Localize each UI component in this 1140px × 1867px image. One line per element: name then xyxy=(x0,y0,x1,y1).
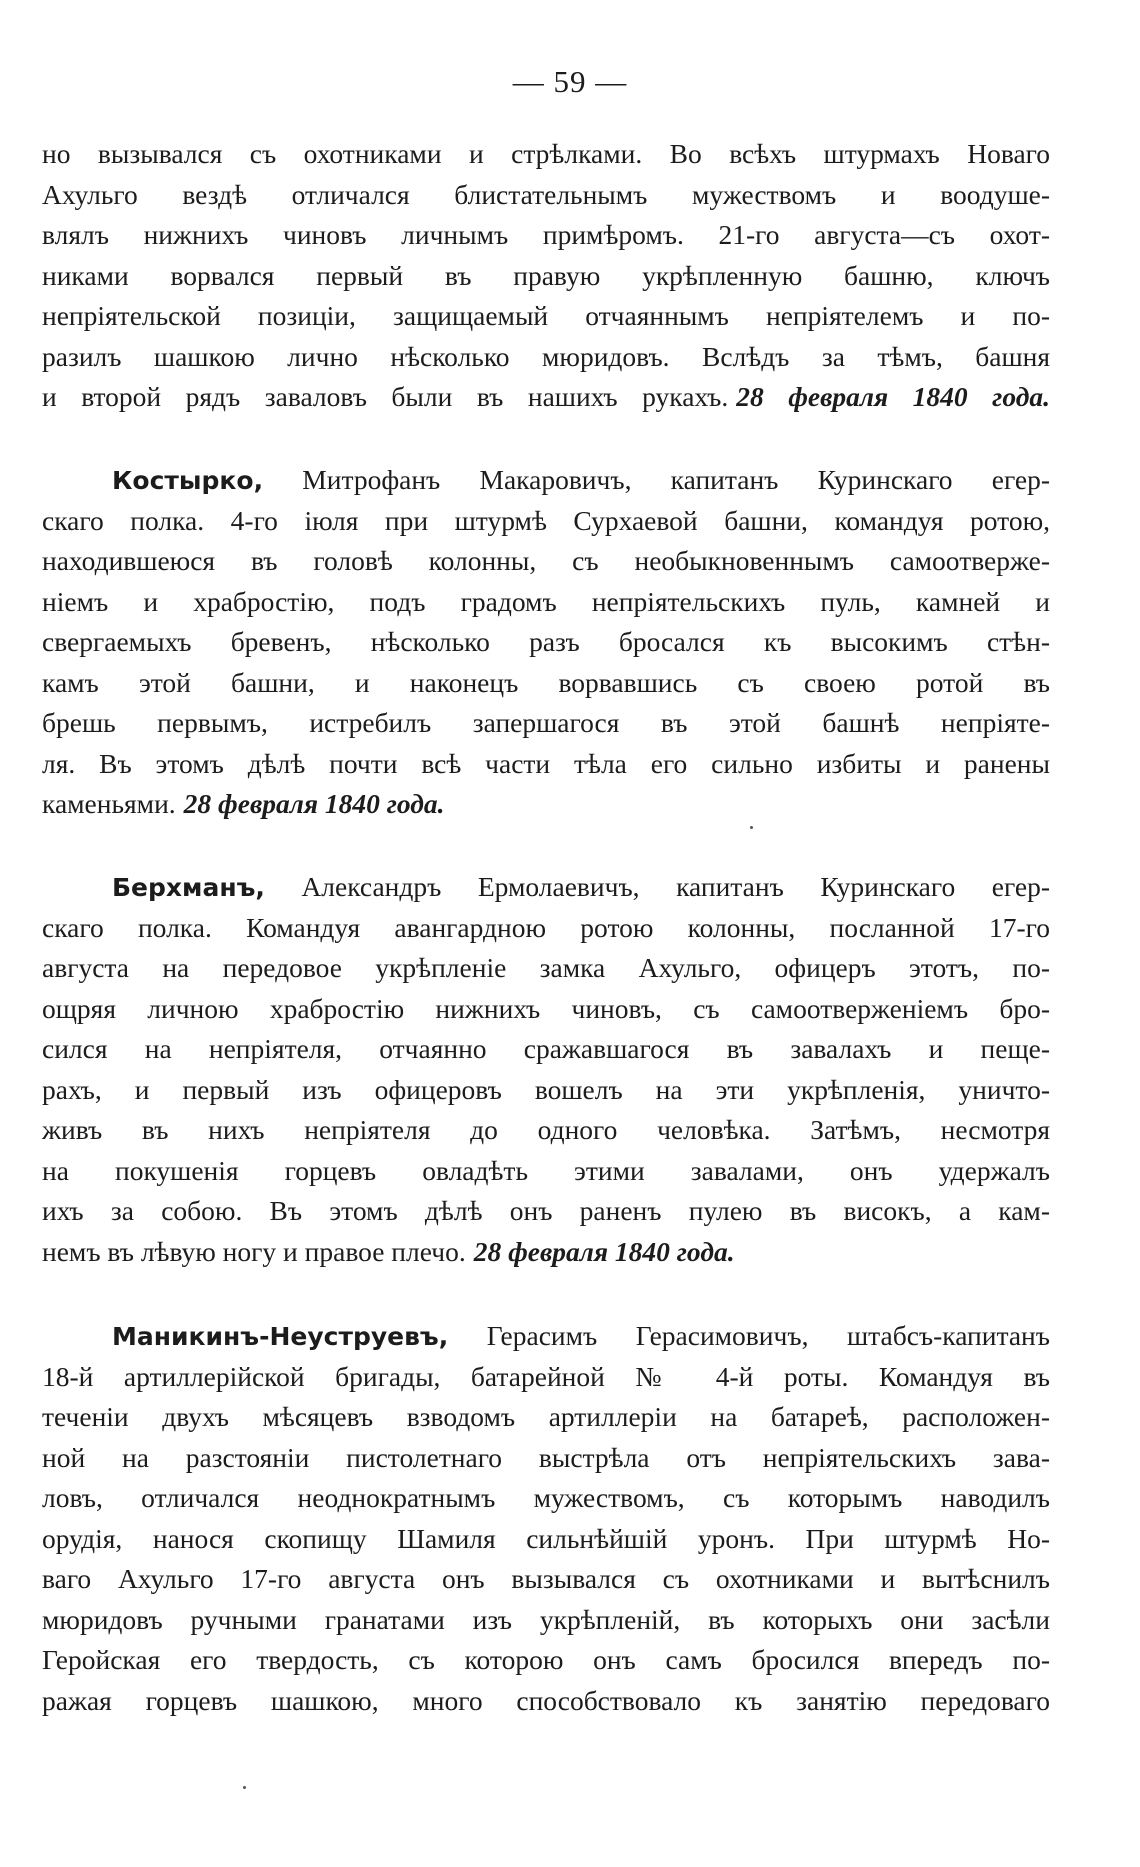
text-line: ражая горцевъ шашкою, много способствовало къ занятію передоваго xyxy=(42,1684,1050,1716)
text-fragment: Митрофанъ Макаровичъ, капитанъ Куринскаго егер- xyxy=(302,464,1051,495)
text-line: Ахульго вездѣ отличался блистательнымъ мужествомъ и воодуше- xyxy=(42,178,1050,210)
text-line-first xyxy=(42,867,1050,908)
text-line: непріятельской позиціи, защищаемый отчаяннымъ непріятелемъ и по- xyxy=(42,300,1050,331)
text-line: рахъ, и первый изъ офицеровъ вошелъ на эти укрѣпленія, уничто- xyxy=(42,1073,1050,1105)
text-line-first xyxy=(42,1316,1050,1357)
text-line-with-date xyxy=(42,784,1050,825)
text-line: скаго полка. 4-го іюля при штурмѣ Сурхаевой башни, командуя ротою, xyxy=(42,504,1050,536)
text-line: теченіи двухъ мѣсяцевъ взводомъ артиллеріи на батареѣ, расположен- xyxy=(42,1401,1050,1432)
text-line: ловъ, отличался неоднократнымъ мужествомъ, съ которымъ наводилъ xyxy=(42,1482,1050,1513)
text-line: ной на разстояніи пистолетнаго выстрѣла отъ непріятельскихъ зава- xyxy=(42,1441,1050,1473)
text-line: ихъ за собою. Въ этомъ дѣлѣ онъ раненъ пулею въ високъ, а кам- xyxy=(42,1195,1050,1226)
text-line: брешь первымъ, истребилъ запершагося въ этой башнѣ непріяте- xyxy=(42,707,1050,738)
text-fragment: Герасимъ Герасимовичъ, штабсъ-капитанъ xyxy=(486,1320,1050,1351)
text-line: скаго полка. Командуя авангардною ротою колонны, посланной 17-го xyxy=(42,911,1050,943)
award-date: 28 февраля 1840 года. xyxy=(473,1235,735,1267)
text-line-with-date xyxy=(42,1232,1050,1273)
text-line: августа на передовое укрѣпленіе замка Ахульго, офицеръ этотъ, по- xyxy=(42,952,1050,983)
paragraph-kostyrko xyxy=(42,460,1050,825)
text-line: живъ въ нихъ непріятеля до одного человѣка. Затѣмъ, несмотря xyxy=(42,1114,1050,1145)
award-date: 28 февраля 1840 года. xyxy=(183,788,445,819)
print-speck xyxy=(243,1786,246,1789)
page-number: — 59 — xyxy=(512,64,628,99)
text-line: никами ворвался первый въ правую укрѣпленную башню, ключъ xyxy=(42,259,1050,291)
text-line: влялъ нижнихъ чиновъ личнымъ примѣромъ. 21-го августа—съ охот- xyxy=(42,219,1050,250)
paragraph-continuation xyxy=(42,134,1050,418)
text-line: ніемъ и храбростію, подъ градомъ непріятельскихъ пуль, камней и xyxy=(42,585,1050,617)
print-speck xyxy=(750,826,753,829)
award-date: 28 февраля 1840 года. xyxy=(736,381,1050,412)
text-line: Геройская его твердость, съ которою онъ самъ бросился впередъ по- xyxy=(42,1644,1050,1675)
text-line: разилъ шашкою лично нѣсколько мюридовъ. Вслѣдъ за тѣмъ, башня xyxy=(42,340,1050,372)
text-line: но вызывался съ охотниками и стрѣлками. Во всѣхъ штурмахъ Новаго xyxy=(42,138,1050,169)
text-line: ощряя личною храбростію нижнихъ чиновъ, съ самоотверженіемъ бро- xyxy=(42,992,1050,1024)
text-line: свергаемыхъ бревенъ, нѣсколько разъ бросался къ высокимъ стѣн- xyxy=(42,626,1050,657)
text-fragment: и второй рядъ заваловъ были въ нашихъ рукахъ. xyxy=(42,381,729,412)
text-line-with-date xyxy=(42,377,1050,418)
text-line-first xyxy=(42,460,1050,501)
text-line: ваго Ахульго 17-го августа онъ вызывался съ охотниками и вытѣснилъ xyxy=(42,1563,1050,1594)
text-line: орудія, нанося скопищу Шамиля сильнѣйшій уронъ. При штурмѣ Но- xyxy=(42,1522,1050,1554)
text-line: находившеюся въ головѣ колонны, съ необыкновеннымъ самоотверже- xyxy=(42,545,1050,576)
text-line: сился на непріятеля, отчаянно сражавшагося въ завалахъ и пеще- xyxy=(42,1033,1050,1064)
paragraph-manikin-neustruev xyxy=(42,1316,1050,1721)
text-line: ля. Въ этомъ дѣлѣ почти всѣ части тѣла его сильно избиты и ранены xyxy=(42,747,1050,779)
text-fragment: Александръ Ермолаевичъ, капитанъ Куринскаго егер- xyxy=(301,871,1050,902)
text-fragment: каменьями. xyxy=(42,788,176,819)
paragraph-berkhman xyxy=(42,867,1050,1272)
text-line: камъ этой башни, и наконецъ ворвавшись съ своею ротой въ xyxy=(42,666,1050,698)
person-name: Маникинъ-Неуструевъ, xyxy=(112,1322,449,1351)
text-line: 18-й артиллерійской бригады, батарейной № 4-й роты. Командуя въ xyxy=(42,1360,1050,1392)
text-line: на покушенія горцевъ овладѣть этими завалами, онъ удержалъ xyxy=(42,1154,1050,1186)
text-line: мюридовъ ручными гранатами изъ укрѣпленій, въ которыхъ они засѣли xyxy=(42,1603,1050,1635)
person-name: Берхманъ, xyxy=(112,873,265,902)
text-fragment: немъ въ лѣвую ногу и правое плечо. xyxy=(42,1235,466,1267)
person-name: Костырко, xyxy=(112,466,264,495)
